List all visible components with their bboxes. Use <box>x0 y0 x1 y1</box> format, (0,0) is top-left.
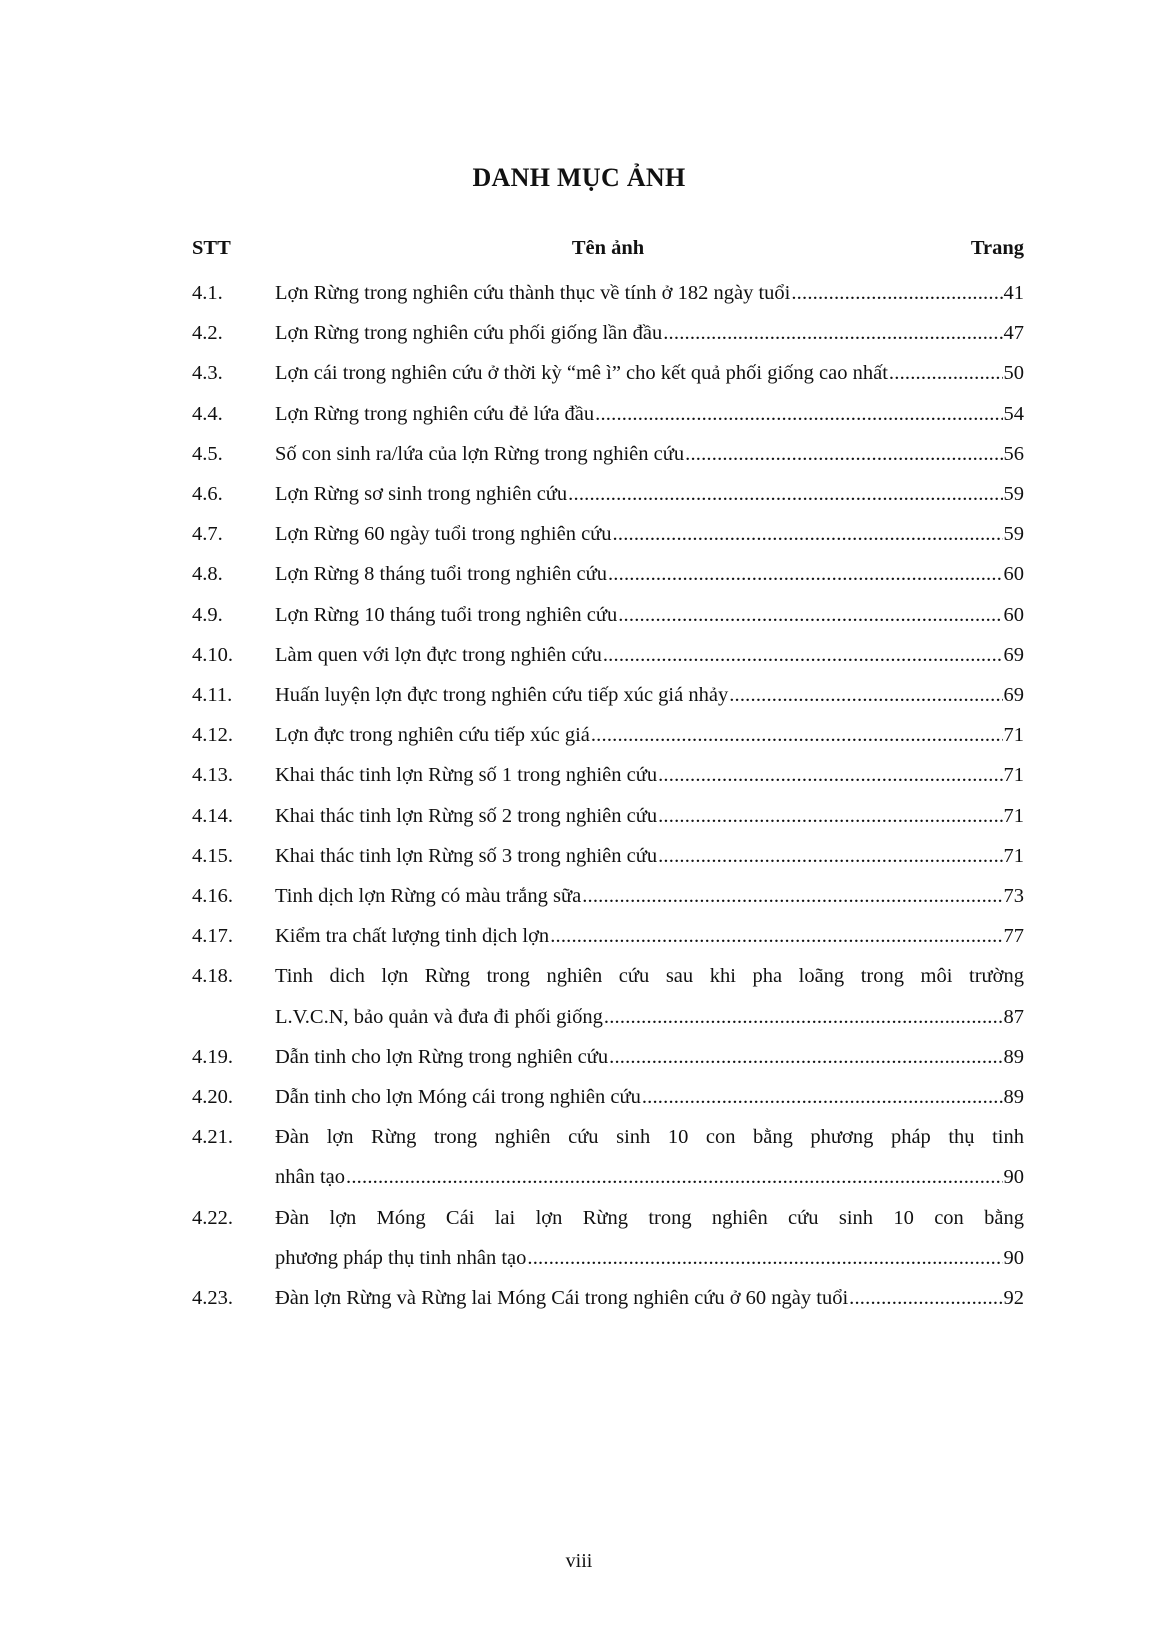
item-title-line: Đàn lợn Móng Cái lai lợn Rừng trong nghiên cứu sinh 10 con bằng <box>275 1206 1024 1229</box>
item-page: 50 <box>1003 362 1024 385</box>
item-number: 4.23. <box>192 1287 233 1310</box>
item-number: 4.22. <box>192 1206 233 1229</box>
item-title: Lợn Rừng trong nghiên cứu phối giống lần đầu <box>275 322 663 345</box>
item-page: 73 <box>1003 885 1024 908</box>
item-number: 4.1. <box>192 282 223 304</box>
item-number: 4.17. <box>192 925 233 948</box>
dot-leader <box>729 675 1002 715</box>
list-item[interactable] <box>192 474 1024 514</box>
list-item[interactable] <box>192 394 1024 434</box>
page-number: viii <box>565 1550 593 1572</box>
item-number: 4.5. <box>192 442 223 465</box>
item-page: 54 <box>1003 402 1024 425</box>
list-item[interactable] <box>192 1278 1024 1318</box>
dot-leader <box>591 715 1003 755</box>
item-number: 4.7. <box>192 523 223 546</box>
dot-leader <box>791 273 1002 313</box>
item-page: 87 <box>1003 1005 1024 1028</box>
item-page: 60 <box>1003 603 1024 626</box>
item-page: 71 <box>1003 724 1024 747</box>
item-number: 4.20. <box>192 1086 233 1109</box>
item-page: 89 <box>1003 1086 1024 1109</box>
item-number: 4.16. <box>192 885 233 908</box>
list-item[interactable] <box>192 1077 1024 1117</box>
dot-leader <box>582 876 1002 916</box>
dot-leader <box>527 1238 1002 1278</box>
list-item[interactable] <box>192 796 1024 836</box>
dot-leader <box>568 474 1002 514</box>
list-item[interactable] <box>192 313 1024 353</box>
item-number: 4.19. <box>192 1045 233 1068</box>
item-page: 60 <box>1003 563 1024 586</box>
item-number: 4.14. <box>192 804 233 827</box>
item-title: L.V.C.N, bảo quản và đưa đi phối giống <box>275 1005 603 1028</box>
list-item[interactable] <box>192 956 1024 1036</box>
list-item[interactable] <box>192 715 1024 755</box>
item-number: 4.2. <box>192 322 223 345</box>
item-page: 90 <box>1003 1166 1024 1189</box>
list-item[interactable] <box>192 353 1024 393</box>
item-number: 4.10. <box>192 643 233 666</box>
item-page: 90 <box>1003 1246 1024 1269</box>
item-title: Tinh dịch lợn Rừng có màu trắng sữa <box>275 885 582 908</box>
item-title: Làm quen với lợn đực trong nghiên cứu <box>275 643 602 666</box>
item-page: 69 <box>1003 684 1024 707</box>
header-page: Trang <box>970 237 1024 259</box>
list-item[interactable] <box>192 595 1024 635</box>
dot-leader <box>642 1077 1003 1117</box>
item-title: Lợn Rừng trong nghiên cứu thành thục về tính ở 182 ngày tuổi <box>275 282 791 304</box>
list-item[interactable] <box>192 675 1024 715</box>
item-number: 4.3. <box>192 362 223 385</box>
item-title: Kiểm tra chất lượng tinh dịch lợn <box>275 925 550 948</box>
item-number: 4.13. <box>192 764 233 787</box>
header-name: Tên ảnh <box>571 237 645 259</box>
dot-leader <box>849 1278 1002 1318</box>
dot-leader <box>658 796 1002 836</box>
item-title: nhân tạo <box>275 1166 346 1189</box>
figure-list <box>192 273 1024 1318</box>
item-number: 4.12. <box>192 724 233 747</box>
item-title: Huấn luyện lợn đực trong nghiên cứu tiếp xúc giá nhảy <box>275 684 729 707</box>
list-item[interactable] <box>192 836 1024 876</box>
item-title: Lợn Rừng sơ sinh trong nghiên cứu <box>275 483 568 506</box>
dot-leader <box>658 755 1002 795</box>
dot-leader <box>613 514 1003 554</box>
item-page: 92 <box>1003 1287 1024 1310</box>
dot-leader <box>663 313 1002 353</box>
item-number: 4.15. <box>192 844 233 867</box>
item-page: 69 <box>1003 643 1024 666</box>
header-stt: STT <box>192 237 231 259</box>
item-title: Khai thác tinh lợn Rừng số 1 trong nghiên cứu <box>275 764 658 787</box>
item-title: Khai thác tinh lợn Rừng số 2 trong nghiên cứu <box>275 804 658 827</box>
dot-leader <box>609 1037 1002 1077</box>
dot-leader <box>604 997 1003 1037</box>
page-title: DANH MỤC ẢNH <box>472 163 686 192</box>
dot-leader <box>608 554 1003 594</box>
list-item[interactable] <box>192 916 1024 956</box>
table-header <box>192 237 1024 265</box>
dot-leader <box>346 1157 1002 1197</box>
item-title: Dẫn tinh cho lợn Móng cái trong nghiên cứu <box>275 1086 641 1109</box>
item-title: Đàn lợn Rừng và Rừng lai Móng Cái trong nghiên cứu ở 60 ngày tuổi <box>275 1287 849 1310</box>
item-number: 4.4. <box>192 402 223 425</box>
item-number: 4.6. <box>192 483 223 506</box>
list-item[interactable] <box>192 755 1024 795</box>
item-page: 56 <box>1003 442 1024 465</box>
item-title: Khai thác tinh lợn Rừng số 3 trong nghiên cứu <box>275 844 658 867</box>
item-title: Số con sinh ra/lứa của lợn Rừng trong nghiên cứu <box>275 442 685 465</box>
list-item[interactable] <box>192 273 1024 313</box>
item-title: Lợn đực trong nghiên cứu tiếp xúc giá <box>275 724 590 747</box>
dot-leader <box>658 836 1002 876</box>
dot-leader <box>889 353 1003 393</box>
item-page: 71 <box>1003 844 1024 867</box>
item-page: 71 <box>1003 764 1024 787</box>
item-page: 41 <box>1003 282 1024 304</box>
item-title-line: Đàn lợn Rừng trong nghiên cứu sinh 10 con bằng phương pháp thụ tinh <box>275 1126 1024 1149</box>
list-item[interactable] <box>192 635 1024 675</box>
dot-leader <box>603 635 1003 675</box>
item-page: 77 <box>1003 925 1024 948</box>
item-title: Lợn Rừng 10 tháng tuổi trong nghiên cứu <box>275 603 618 626</box>
item-title-line: Tinh dich lợn Rừng trong nghiên cứu sau khi pha loãng trong môi trường <box>275 965 1024 988</box>
item-number: 4.18. <box>192 965 233 988</box>
dot-leader <box>618 595 1002 635</box>
item-title: phương pháp thụ tinh nhân tạo <box>275 1246 527 1269</box>
item-page: 89 <box>1003 1045 1024 1068</box>
item-title: Lợn Rừng 8 tháng tuổi trong nghiên cứu <box>275 563 607 586</box>
item-number: 4.9. <box>192 603 223 626</box>
list-item[interactable] <box>192 1117 1024 1197</box>
dot-leader <box>550 916 1002 956</box>
list-item[interactable] <box>192 876 1024 916</box>
item-number: 4.21. <box>192 1126 233 1149</box>
item-title: Lợn Rừng 60 ngày tuổi trong nghiên cứu <box>275 523 612 546</box>
item-number: 4.11. <box>192 684 233 707</box>
item-title: Dẫn tinh cho lợn Rừng trong nghiên cứu <box>275 1045 609 1068</box>
list-item[interactable] <box>192 434 1024 474</box>
list-item[interactable] <box>192 514 1024 554</box>
list-item[interactable] <box>192 1198 1024 1278</box>
list-item[interactable] <box>192 554 1024 594</box>
item-title: Lợn cái trong nghiên cứu ở thời kỳ “mê ì” cho kết quả phối giống cao nhất <box>275 362 888 385</box>
dot-leader <box>595 394 1002 434</box>
item-page: 59 <box>1003 523 1024 546</box>
item-page: 59 <box>1003 483 1024 506</box>
item-page: 71 <box>1003 804 1024 827</box>
item-number: 4.8. <box>192 563 223 586</box>
item-page: 47 <box>1003 322 1024 345</box>
item-title: Lợn Rừng trong nghiên cứu đẻ lứa đầu <box>275 402 595 425</box>
dot-leader <box>685 434 1002 474</box>
list-item[interactable] <box>192 1037 1024 1077</box>
